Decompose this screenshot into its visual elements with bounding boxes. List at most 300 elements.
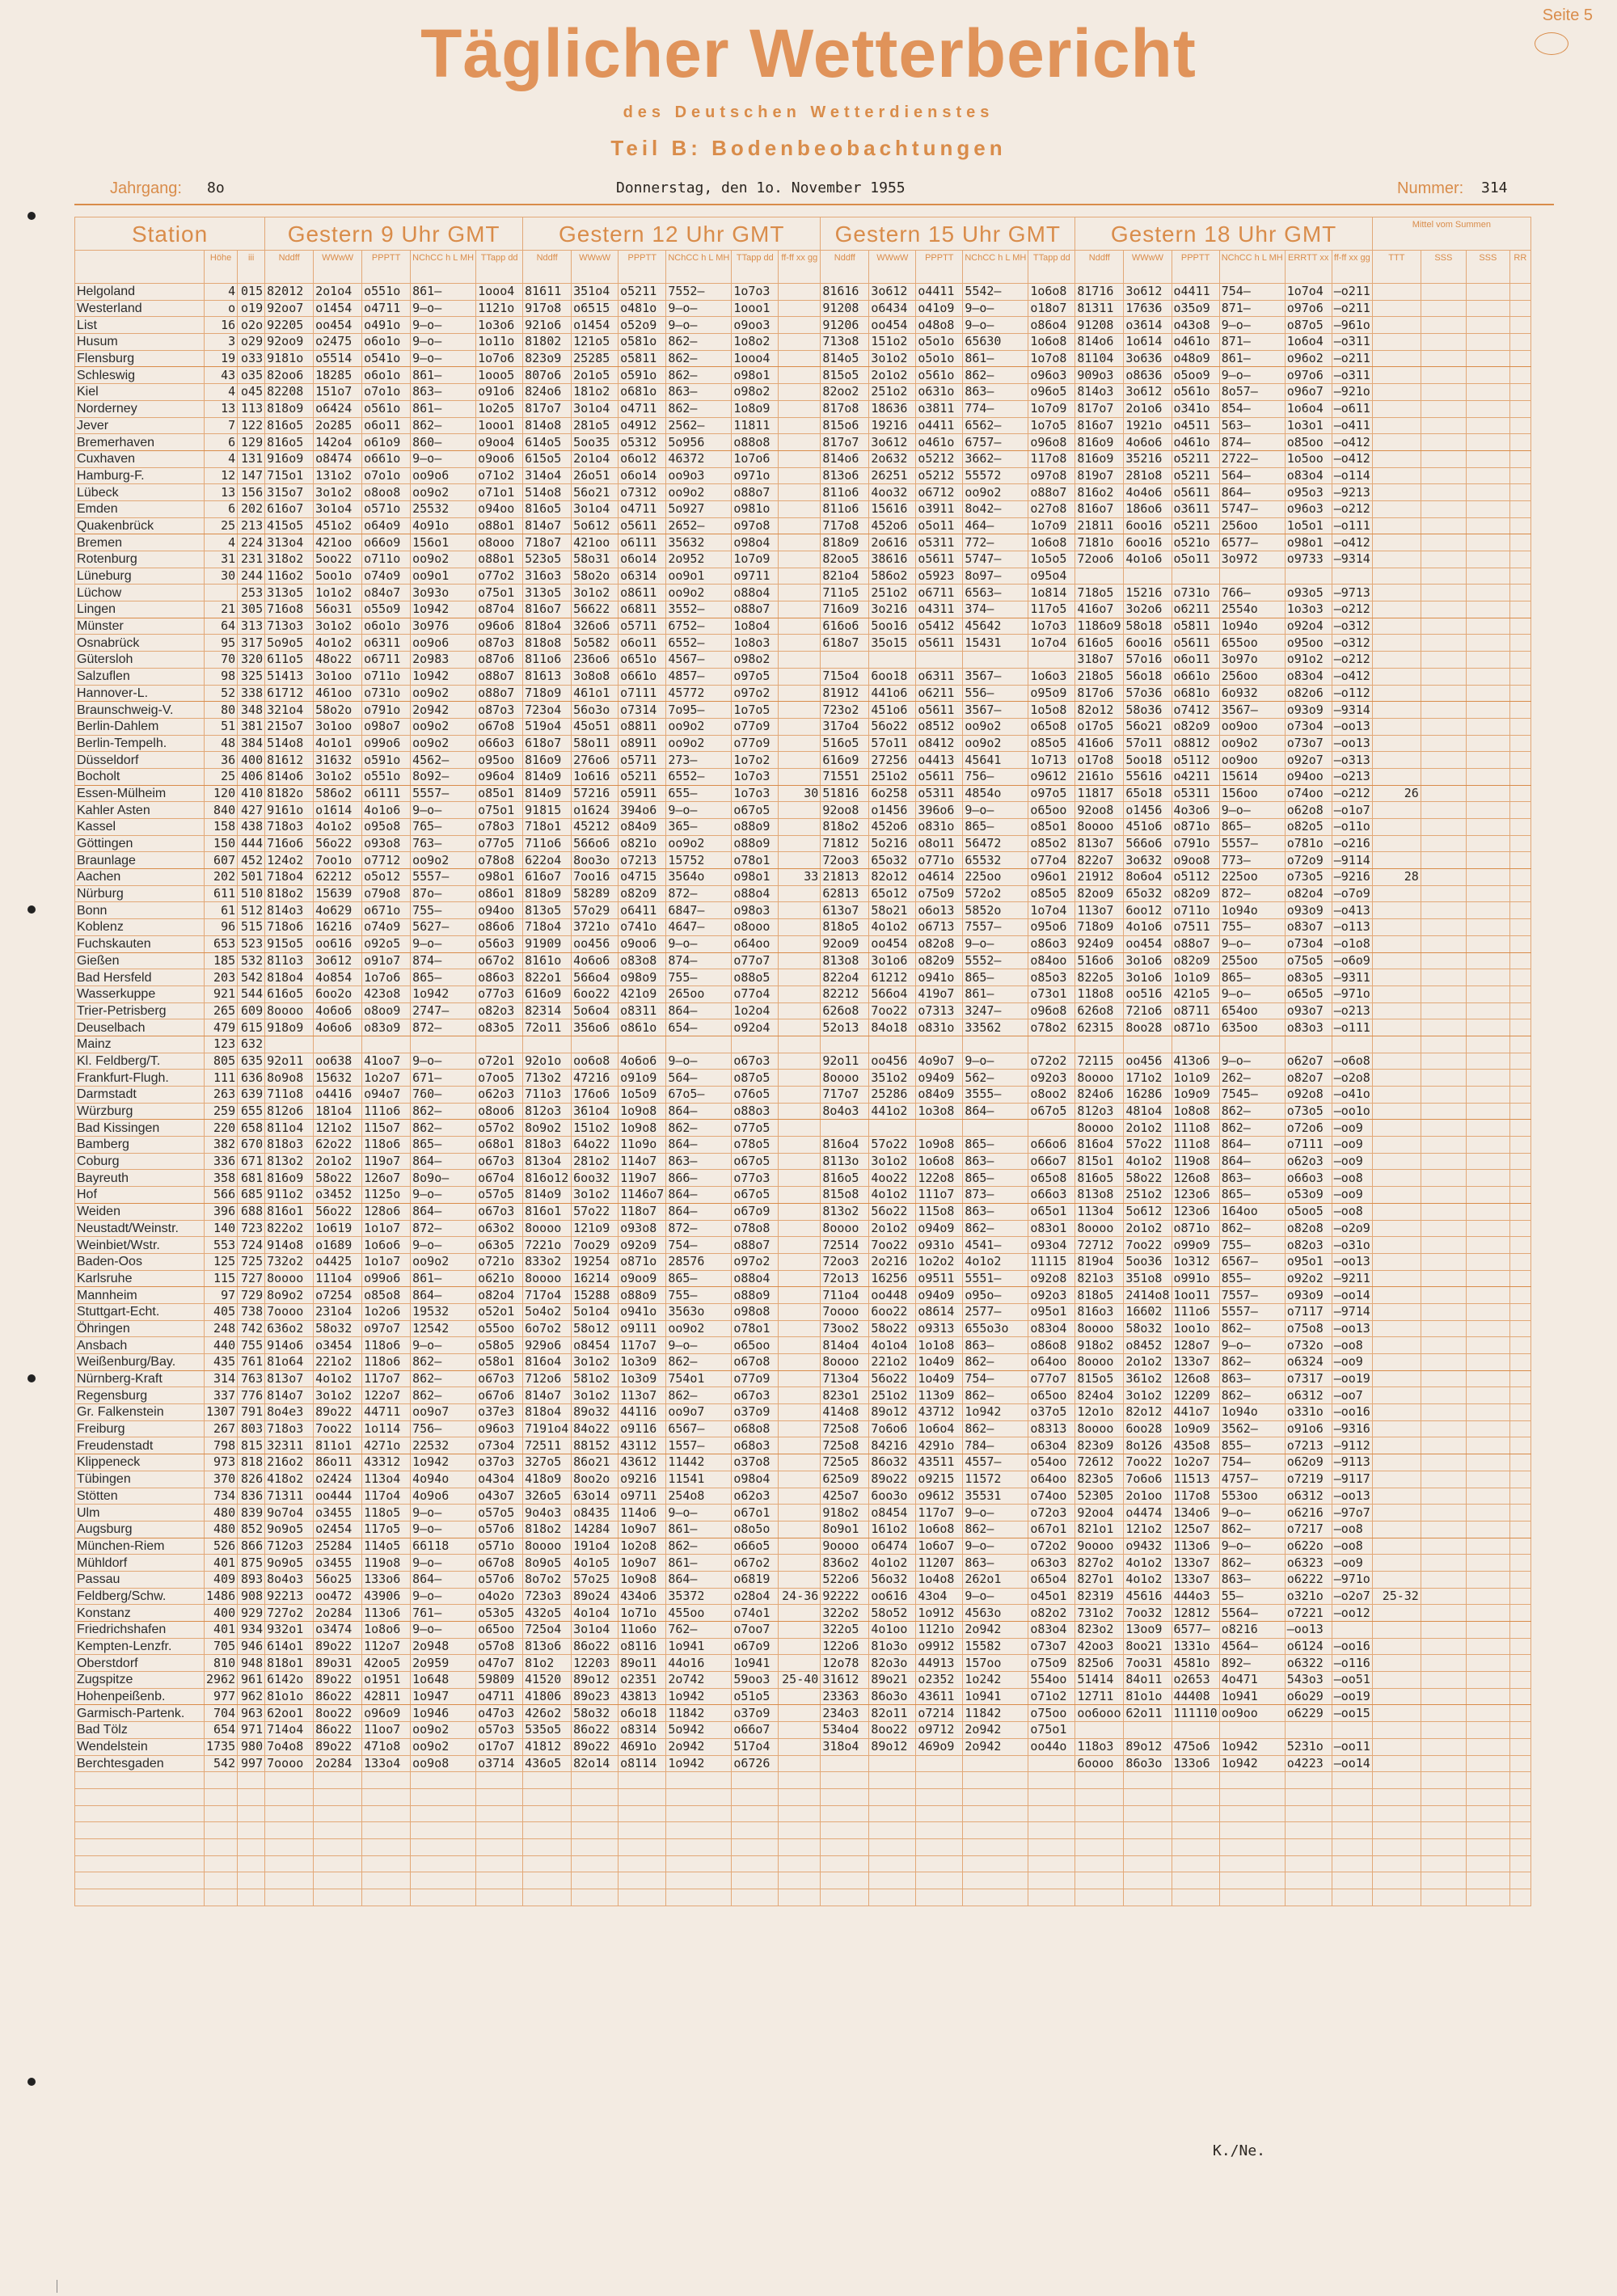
gust-18-cell [1372,400,1421,417]
obs-12-cell: 3o1o2 [572,1354,619,1371]
station-height: 1735 [205,1738,238,1755]
station-height: 1486 [205,1588,238,1605]
summen-cell [1466,1220,1509,1237]
obs-12-cell: 862— [666,1538,732,1555]
table-row [75,902,1531,919]
obs-9-cell: o7o1o [362,384,411,401]
gust-12-cell [779,802,821,819]
table-row [75,718,1531,735]
obs-18-cell: o35o9 [1172,300,1219,317]
obs-18-cell: 72612 [1075,1454,1124,1471]
obs-15-cell: o92o3 [1028,1070,1075,1087]
obs-12-cell: 622o4 [523,852,572,869]
obs-18-cell: —9211 [1332,1270,1372,1287]
summen-cell [1466,1705,1509,1722]
empty-cell [205,1805,238,1822]
obs-15-cell: 111o7 [916,1187,963,1204]
station-name: Hamburg-F. [75,467,205,484]
obs-18-cell: 816o2 [1075,484,1124,501]
obs-9-cell: o73o4 [476,1437,523,1454]
obs-18-cell: o7412 [1172,702,1219,719]
obs-12-cell: 864— [666,1187,732,1204]
obs-9-cell: 814o6 [265,768,314,785]
obs-9-cell: oo9o2 [411,1722,476,1739]
summen-cell [1421,635,1466,652]
obs-18-cell: 1o1o9 [1172,1070,1219,1087]
gust-18-cell [1372,1505,1421,1522]
summen-cell [1466,1137,1509,1154]
obs-18-cell: o87o5 [1285,317,1332,334]
obs-12-cell: 8o7o2 [523,1571,572,1588]
obs-15-cell: 6oo3o [869,1488,916,1505]
obs-18-cell: 57o22 [1124,1137,1172,1154]
obs-15-cell: 863— [963,1153,1028,1170]
obs-15-cell: o5o1o [916,350,963,367]
empty-cell [821,1788,869,1805]
station-name: Braunlage [75,852,205,869]
station-name: Flensburg [75,350,205,367]
obs-12-cell: o6819 [732,1571,779,1588]
obs-12-cell: 1o5o9 [619,1087,666,1104]
obs-9-cell: 19532 [411,1303,476,1320]
obs-15-cell: 72514 [821,1237,869,1254]
obs-18-cell: 16286 [1124,1087,1172,1104]
obs-18-cell: 451o6 [1124,819,1172,836]
obs-18-cell: 111o6 [1172,1303,1219,1320]
obs-12-cell: 58o11 [572,735,619,752]
obs-15-cell: 9—o— [963,1538,1028,1555]
table-row [75,1120,1531,1137]
table-row [75,1002,1531,1019]
station-name: Mühldorf [75,1555,205,1572]
obs-9-cell: 9—o— [411,1053,476,1070]
obs-12-cell: 58o31 [572,551,619,568]
obs-9-cell: 156o1 [411,534,476,551]
obs-9-cell: o591o [362,752,411,769]
obs-15-cell: 3662— [963,450,1028,467]
obs-18-cell: —97o7 [1332,1505,1372,1522]
summen-cell [1466,1120,1509,1137]
obs-12-cell: 614o5 [523,434,572,451]
obs-18-cell [1124,1722,1172,1739]
obs-15-cell: o85o5 [1028,735,1075,752]
obs-12-cell: 9—o— [666,1337,732,1354]
gust-18-cell [1372,1153,1421,1170]
obs-18-cell: 9—o— [1219,1538,1285,1555]
obs-9-cell: 2o1o4 [314,284,362,301]
obs-18-cell: o96o3 [1285,500,1332,517]
obs-12-cell: 89o24 [572,1588,619,1605]
obs-12-cell: 1o9o8 [619,1571,666,1588]
obs-12-cell: 81611 [523,284,572,301]
station-height: 435 [205,1354,238,1371]
station-name: Gütersloh [75,652,205,669]
station-index: 670 [238,1137,265,1154]
summen-cell [1421,1722,1466,1739]
gust-18-cell [1372,652,1421,669]
obs-15-cell: o6474 [869,1538,916,1555]
obs-15-cell: 72oo3 [821,1253,869,1270]
column-header: WWwW [314,251,362,284]
column-header: TTapp dd [476,251,523,284]
obs-9-cell: o3455 [314,1555,362,1572]
station-name: Quakenbrück [75,517,205,534]
obs-15-cell: o6o13 [916,902,963,919]
gust-18-cell [1372,1002,1421,1019]
obs-9-cell: oo9o8 [411,1755,476,1772]
obs-12-cell: o4711 [619,400,666,417]
obs-18-cell [1285,1036,1332,1053]
obs-12-cell: o6515 [572,300,619,317]
obs-18-cell: 133o7 [1172,1555,1219,1572]
summen-cell [1509,1019,1530,1036]
empty-row [75,1772,1531,1789]
station-name: Bonn [75,902,205,919]
summen-cell [1466,1103,1509,1120]
page-subtitle: des Deutschen Wetterdienstes [623,103,994,121]
obs-18-cell: 126o8 [1172,1370,1219,1387]
gust-12-cell [779,1521,821,1538]
obs-12-cell: 816o4 [523,1354,572,1371]
obs-15-cell: 821o4 [821,568,869,585]
station-height: 805 [205,1053,238,1070]
station-index: 348 [238,702,265,719]
obs-18-cell [1075,1722,1124,1739]
obs-15-cell: 1o7o4 [1028,902,1075,919]
obs-9-cell: o7oo5 [476,1070,523,1087]
station-index: 224 [238,534,265,551]
empty-cell [572,1772,619,1789]
obs-15-cell: 1o7o4 [1028,635,1075,652]
obs-15-cell: o8313 [1028,1420,1075,1437]
obs-15-cell: o96o5 [1028,384,1075,401]
obs-12-cell: 816o9 [523,752,572,769]
obs-18-cell: 754— [1219,1454,1285,1471]
empty-cell [523,1788,572,1805]
empty-cell [963,1822,1028,1839]
station-index: 156 [238,484,265,501]
summen-cell [1466,517,1509,534]
obs-18-cell: 2o1o2 [1124,1120,1172,1137]
station-index: 866 [238,1538,265,1555]
station-index: 791 [238,1404,265,1421]
obs-18-cell: o48o9 [1172,350,1219,367]
obs-18-cell: 58o22 [1124,1170,1172,1187]
empty-cell [1285,1838,1332,1855]
empty-cell [411,1889,476,1906]
summen-cell [1421,1354,1466,1371]
summen-cell [1466,986,1509,1002]
obs-12-cell: o67o9 [732,1203,779,1220]
obs-18-cell: —oo7 [1332,1387,1372,1404]
obs-18-cell: o871o [1172,1220,1219,1237]
obs-15-cell: 711o4 [821,1287,869,1304]
obs-12-cell: 43813 [619,1688,666,1705]
obs-18-cell: 218o5 [1075,668,1124,685]
obs-18-cell: 421o5 [1172,986,1219,1002]
gust-18-cell [1372,1488,1421,1505]
obs-18-cell: o6o11 [1172,652,1219,669]
obs-9-cell: o99o6 [362,1270,411,1287]
obs-18-cell: o73o5 [1285,869,1332,886]
obs-15-cell: oo454 [869,935,916,952]
obs-15-cell: 71551 [821,768,869,785]
obs-9-cell: oo9o6 [411,635,476,652]
table-row [75,768,1531,785]
obs-9-cell: 714o4 [265,1722,314,1739]
obs-18-cell: o5211 [1172,517,1219,534]
obs-18-cell: 4o6o6 [1124,434,1172,451]
obs-9-cell: o8ooo [476,534,523,551]
obs-12-cell: o88o9 [619,1287,666,1304]
obs-12-cell: 365— [666,819,732,836]
obs-15-cell: 4563o [963,1605,1028,1622]
table-row [75,1137,1531,1154]
obs-12-cell: 8oo3o [572,852,619,869]
obs-12-cell: 8o9o5 [523,1555,572,1572]
summen-cell [1509,1555,1530,1572]
obs-18-cell: 225oo [1219,869,1285,886]
summen-cell [1421,1437,1466,1454]
obs-15-cell: oo9o2 [963,735,1028,752]
table-row [75,1237,1531,1254]
obs-12-cell: 718o7 [523,534,572,551]
obs-9-cell: 56o22 [314,835,362,852]
obs-12-cell: 862— [666,400,732,417]
obs-9-cell: 718o6 [265,919,314,936]
obs-12-cell: 824o6 [523,384,572,401]
summen-cell [1421,1320,1466,1337]
gust-12-cell [779,768,821,785]
obs-9-cell: 616o5 [265,986,314,1002]
empty-cell [821,1889,869,1906]
obs-18-cell: o93o9 [1285,902,1332,919]
empty-cell [1466,1872,1509,1889]
obs-18-cell: 16602 [1124,1303,1172,1320]
obs-12-cell: 8oooo [523,1538,572,1555]
obs-15-cell: 5551— [963,1270,1028,1287]
obs-15-cell: oo616 [869,1588,916,1605]
table-row [75,1320,1531,1337]
obs-12-cell: o9oo3 [732,317,779,334]
obs-9-cell: 89o22 [314,1638,362,1655]
summen-cell [1509,300,1530,317]
obs-18-cell: o3614 [1124,317,1172,334]
obs-15-cell: 625o9 [821,1471,869,1488]
empty-cell [1421,1772,1466,1789]
gust-12-cell [779,284,821,301]
obs-15-cell: 4o1oo [869,1622,916,1639]
summen-cell [1466,300,1509,317]
obs-9-cell: 1o942 [411,986,476,1002]
obs-18-cell: 81o1o [1124,1688,1172,1705]
obs-12-cell: 581o2 [572,1370,619,1387]
obs-18-cell: —oo14 [1332,1287,1372,1304]
obs-12-cell: 519o4 [523,718,572,735]
obs-9-cell: 9—o— [411,802,476,819]
gust-18-cell [1372,1019,1421,1036]
obs-12-cell: 5o4o2 [523,1303,572,1320]
obs-18-cell: 21811 [1075,517,1124,534]
obs-18-cell: o321o [1285,1588,1332,1605]
obs-15-cell: o64oo [1028,1354,1075,1371]
obs-9-cell: 81o64 [265,1354,314,1371]
obs-9-cell: 2o959 [411,1655,476,1672]
summen-cell [1466,1488,1509,1505]
empty-cell [779,1805,821,1822]
station-height: 607 [205,852,238,869]
obs-18-cell: o6124 [1285,1638,1332,1655]
obs-9-cell: 9—o— [411,450,476,467]
obs-18-cell: —o412 [1332,534,1372,551]
obs-15-cell: o6211 [916,685,963,702]
obs-9-cell: 66118 [411,1538,476,1555]
obs-18-cell: o4223 [1285,1755,1332,1772]
obs-9-cell: 58o22 [314,1170,362,1187]
obs-15-cell [869,652,916,669]
obs-12-cell: o9116 [619,1420,666,1437]
summen-cell [1421,450,1466,467]
obs-9-cell: 22532 [411,1437,476,1454]
empty-cell [1466,1805,1509,1822]
obs-18-cell: 65o18 [1124,785,1172,802]
obs-12-cell: 45212 [572,819,619,836]
obs-9-cell: o791o [362,702,411,719]
obs-15-cell: o88o7 [1028,484,1075,501]
obs-9-cell: 914o6 [265,1337,314,1354]
summen-cell [1509,350,1530,367]
obs-12-cell: 11811 [732,417,779,434]
obs-12-cell [732,1036,779,1053]
obs-18-cell: 862— [1219,1103,1285,1120]
obs-18-cell: o75o5 [1285,952,1332,969]
obs-9-cell: o78o8 [476,852,523,869]
obs-18-cell: 281o8 [1124,467,1172,484]
obs-12-cell: 817o7 [523,400,572,417]
summen-cell [1421,718,1466,735]
obs-12-cell: o6o14 [619,467,666,484]
obs-18-cell: —oo12 [1332,1605,1372,1622]
summen-cell [1466,585,1509,601]
empty-cell [963,1838,1028,1855]
obs-9-cell: 814o3 [265,902,314,919]
obs-15-cell: o6712 [916,484,963,501]
obs-15-cell: 251o2 [869,1387,916,1404]
obs-9-cell: 3o612 [314,952,362,969]
gust-12-cell [779,618,821,635]
obs-9-cell: 423o8 [362,986,411,1002]
empty-cell [1124,1788,1172,1805]
gust-12-cell [779,500,821,517]
empty-cell [205,1855,238,1872]
gust-18-cell [1372,986,1421,1002]
summen-cell [1466,618,1509,635]
empty-cell [75,1805,205,1822]
empty-cell [1372,1855,1421,1872]
obs-12-cell: 813o4 [523,1153,572,1170]
obs-12-cell: 35632 [666,534,732,551]
obs-9-cell: 7oo1o [314,852,362,869]
obs-9-cell: o82o3 [476,1002,523,1019]
obs-9-cell: 818o9 [265,400,314,417]
empty-cell [1421,1805,1466,1822]
column-header: WWwW [869,251,916,284]
obs-18-cell: —o1o8 [1332,935,1372,952]
obs-18-cell: o991o [1172,1270,1219,1287]
obs-9-cell: oo638 [314,1053,362,1070]
gust-12-cell [779,1187,821,1204]
obs-9-cell: 715o1 [265,467,314,484]
obs-9-cell: 4562— [411,752,476,769]
station-name: Emden [75,500,205,517]
obs-9-cell: o6111 [362,785,411,802]
station-index: 725 [238,1253,265,1270]
obs-12-cell: 717o4 [523,1287,572,1304]
obs-15-cell: 441o2 [869,1103,916,1120]
summen-cell [1466,1387,1509,1404]
empty-cell [362,1822,411,1839]
summen-cell [1466,852,1509,869]
obs-18-cell: 82319 [1075,1588,1124,1605]
obs-12-cell: 811o6 [523,652,572,669]
obs-18-cell: 82o12 [1075,702,1124,719]
obs-9-cell: 861— [411,367,476,384]
obs-9-cell: 18285 [314,367,362,384]
obs-15-cell: 12o78 [821,1655,869,1672]
obs-12-cell: 816o1 [523,1203,572,1220]
obs-18-cell: 1o9o9 [1172,1420,1219,1437]
summen-cell [1421,618,1466,635]
obs-18-cell: —o116 [1332,1655,1372,1672]
summen-cell [1509,1370,1530,1387]
obs-18-cell: 134o6 [1172,1505,1219,1522]
obs-9-cell: o86o1 [476,885,523,902]
obs-12-cell: o66o5 [732,1538,779,1555]
obs-9-cell: o83o9 [362,1019,411,1036]
empty-cell [75,1872,205,1889]
obs-18-cell: 52305 [1075,1488,1124,1505]
empty-cell [362,1838,411,1855]
empty-cell [362,1889,411,1906]
obs-18-cell: 718o9 [1075,919,1124,936]
obs-12-cell: 121o5 [572,334,619,351]
gust-18-cell [1372,1605,1421,1622]
summen-cell [1466,384,1509,401]
obs-9-cell: 861— [411,284,476,301]
obs-9-cell: 5557— [411,785,476,802]
obs-9-cell: o56o3 [476,935,523,952]
gust-18-cell [1372,952,1421,969]
obs-12-cell: 5o6o4 [572,1002,619,1019]
empty-cell [619,1805,666,1822]
obs-9-cell: 872— [411,1019,476,1036]
obs-18-cell: —9114 [1332,852,1372,869]
obs-15-cell: 864— [963,1103,1028,1120]
gust-18-cell [1372,350,1421,367]
obs-12-cell: 2652— [666,517,732,534]
obs-15-cell: o82o9 [916,952,963,969]
obs-12-cell: 82314 [523,1002,572,1019]
obs-18-cell: 8oooo [1075,1420,1124,1437]
obs-9-cell: 3o1o2 [314,618,362,635]
gust-18-cell [1372,852,1421,869]
obs-18-cell: o6312 [1285,1488,1332,1505]
empty-cell [476,1872,523,1889]
table-row [75,952,1531,969]
obs-9-cell: 61712 [265,685,314,702]
obs-18-cell: 123o6 [1172,1187,1219,1204]
gust-18-cell [1372,585,1421,601]
